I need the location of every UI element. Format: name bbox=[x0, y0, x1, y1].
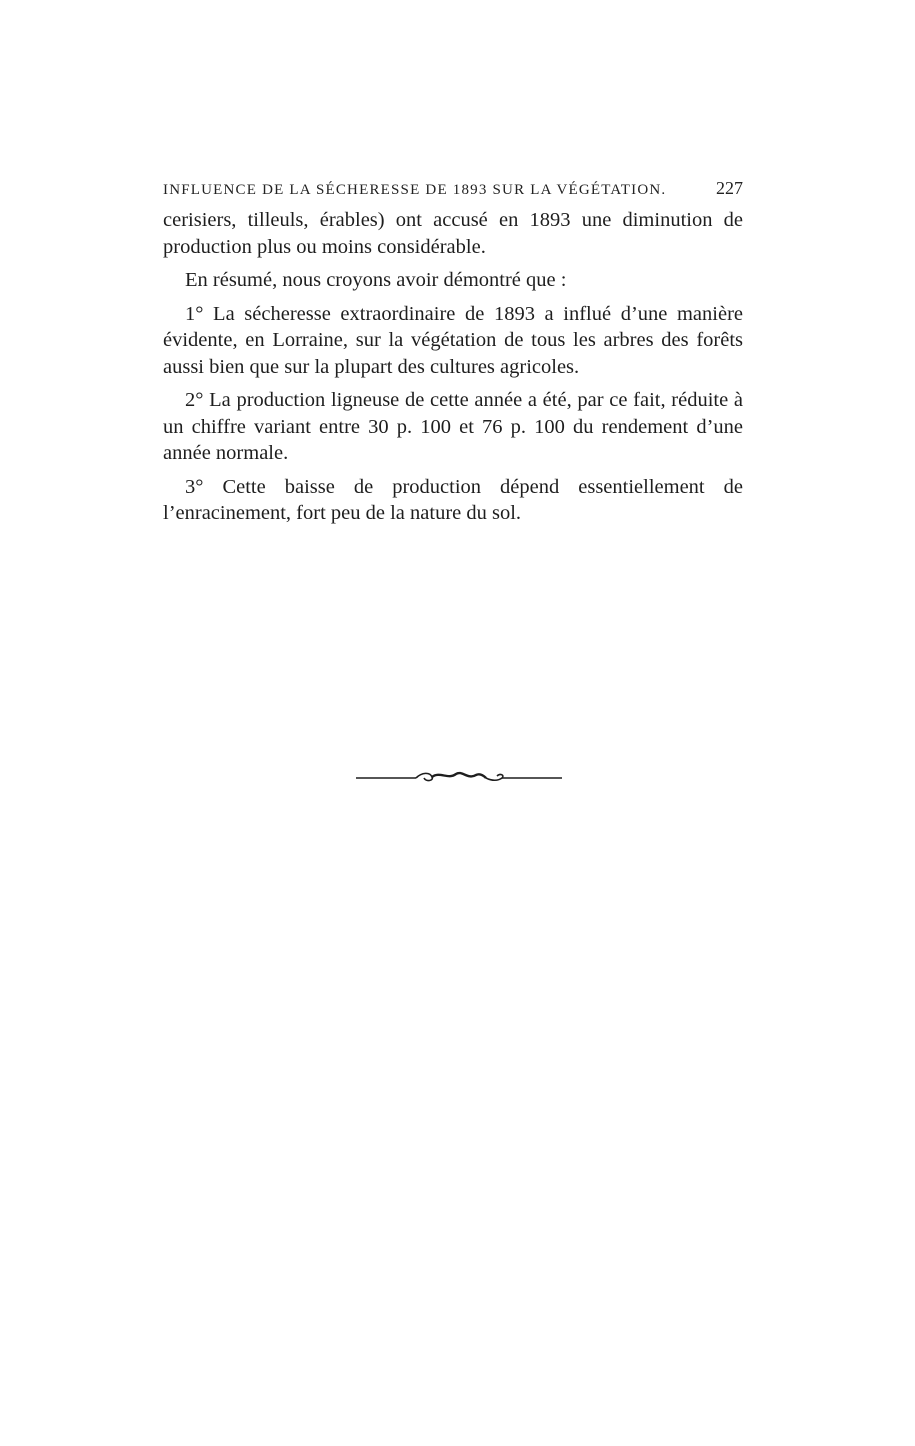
running-title: INFLUENCE DE LA SÉCHERESSE DE 1893 SUR LA VÉGÉTATION. bbox=[163, 182, 667, 198]
paragraph-continuation: cerisiers, tilleuls, érables) ont accusé en 1893 une diminution de production plus ou moins considérable. bbox=[163, 209, 743, 258]
paragraph-point-1: 1° La sécheresse extraordinaire de 1893 a influé d’une manière évidente, en Lorraine, sur la végétation de tous les arbres des forêts aussi bien que sur la plupart des cultures agricoles. bbox=[163, 302, 743, 378]
body-text bbox=[163, 207, 743, 527]
paragraph-summary-intro: En résumé, nous croyons avoir démontré que : bbox=[185, 269, 567, 291]
tailpiece-flourish-icon bbox=[356, 768, 562, 788]
page-number: 227 bbox=[716, 178, 743, 198]
paragraph-point-3: 3° Cette baisse de production dépend essentiellement de l’enracinement, fort peu de la nature du sol. bbox=[163, 475, 743, 524]
running-head bbox=[163, 178, 743, 200]
paragraph-point-2: 2° La production ligneuse de cette année a été, par ce fait, réduite à un chiffre variant entre 30 p. 100 et 76 p. 100 du rendement d’une année normale. bbox=[163, 389, 743, 464]
